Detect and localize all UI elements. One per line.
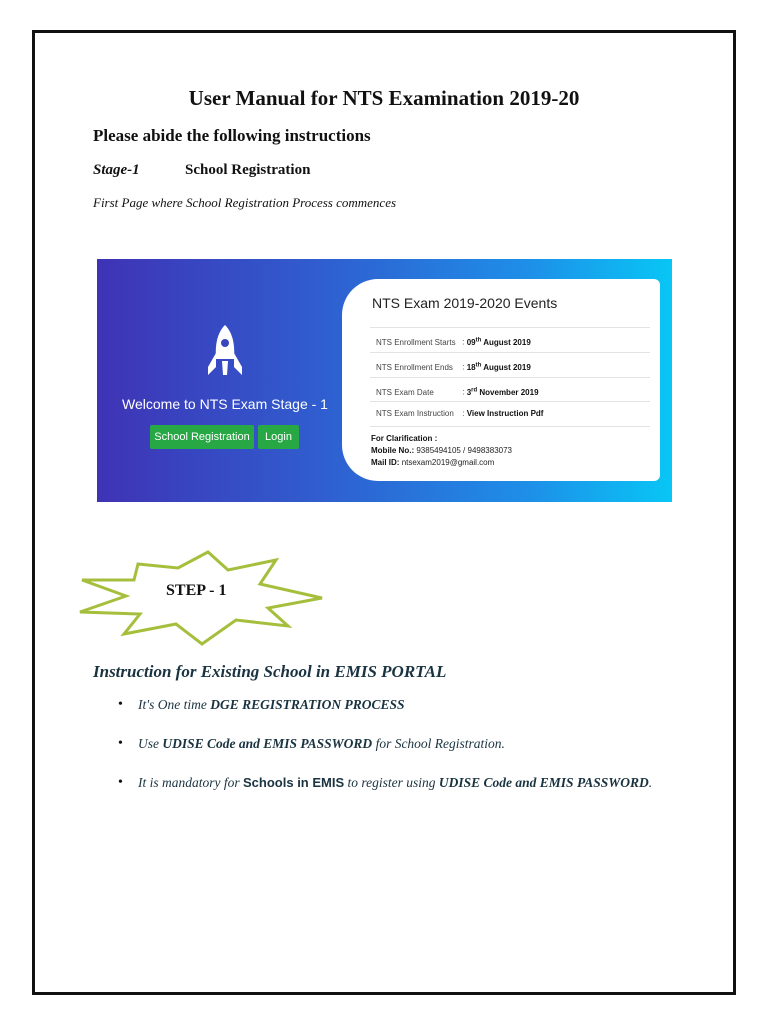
mobile-label: Mobile No.: [371,446,415,455]
stage-label: Stage-1 [93,162,140,178]
step-label: STEP - 1 [166,582,227,599]
school-registration-button[interactable]: School Registration [150,425,254,449]
event-value: 18th August 2019 [466,362,531,372]
view-instruction-link[interactable]: View Instruction Pdf [466,409,544,418]
mail-label: Mail ID: [371,458,400,467]
event-value: 3rd November 2019 [466,387,539,397]
event-row [370,401,650,427]
document-title: User Manual for NTS Examination 2019-20 [188,86,580,110]
rocket-icon [203,323,247,381]
events-title: NTS Exam 2019-2020 Events [372,295,558,311]
figure-caption: First Page where School Registration Process commences [93,195,397,210]
instruction-list [118,695,658,812]
clarification-label: For Clarification : [371,434,438,443]
mail-value: ntsexam2019@gmail.com [401,458,495,467]
event-label: NTS Exam Date [376,387,434,397]
list-item: • Use UDISE Code and EMIS PASSWORD for School Registration. [118,734,658,753]
instruction-heading: Instruction for Existing School in EMIS PORTAL [93,662,447,681]
event-separator: : [462,337,465,347]
document-subtitle: Please abide the following instructions [93,126,371,145]
event-label: NTS Enrollment Ends [376,362,453,372]
event-separator: : [462,409,465,418]
event-row [370,327,650,352]
event-separator: : [462,387,465,397]
stage-heading [93,162,310,179]
event-row [370,352,650,377]
mobile-value: 9385494105 / 9498383073 [416,446,512,455]
event-value: 09th August 2019 [466,337,531,347]
clarification-block [371,433,512,469]
event-row [370,377,650,402]
event-label: NTS Exam Instruction [376,409,454,418]
screenshot-banner [97,259,672,502]
events-card [342,279,660,481]
stage-name: School Registration [185,162,311,178]
list-item: • It's One time DGE REGISTRATION PROCESS [118,695,658,714]
list-item: • It is mandatory for Schools in EMIS to register using UDISE Code and EMIS PASSWORD. [118,773,658,792]
event-separator: : [462,362,465,372]
login-button[interactable]: Login [258,425,299,449]
welcome-text: Welcome to NTS Exam Stage - 1 [122,396,328,412]
event-label: NTS Enrollment Starts [376,337,456,347]
